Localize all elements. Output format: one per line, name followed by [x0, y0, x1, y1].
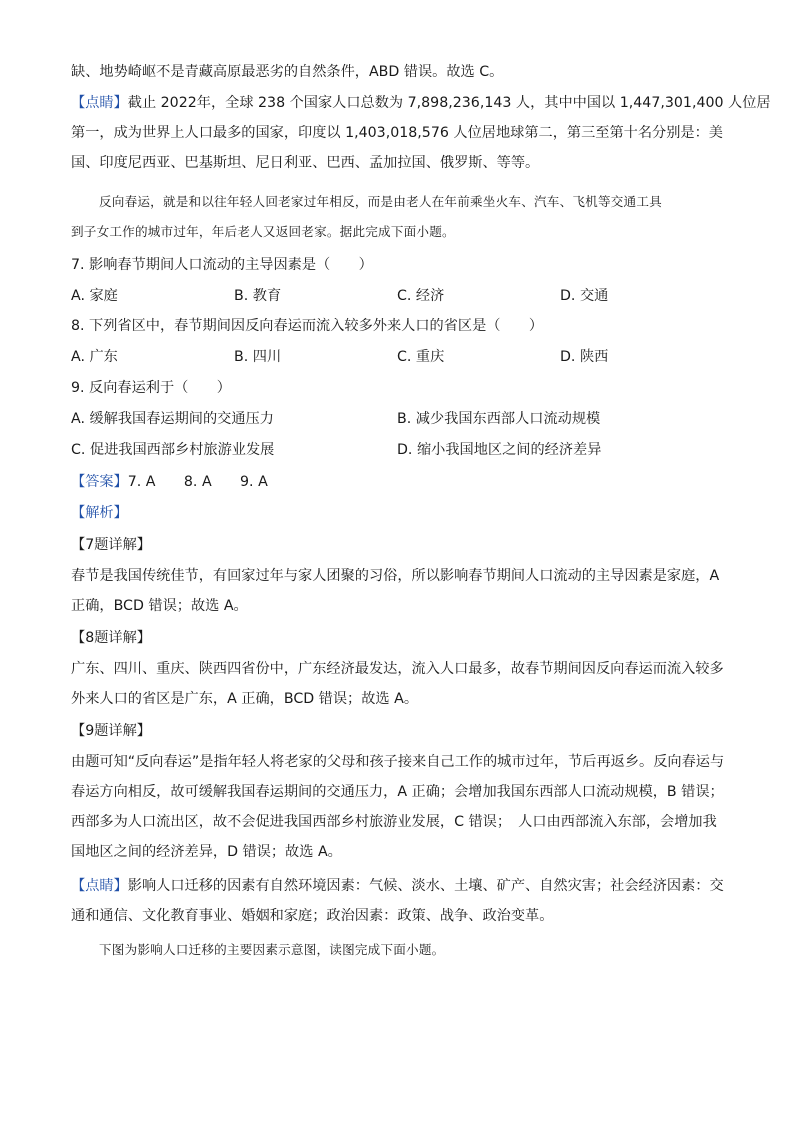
- comment-text-line: 国、印度尼西亚、巴基斯坦、尼日利亚、巴西、孟加拉国、俄罗斯、等等。: [71, 155, 540, 171]
- option-c: C. 经济: [397, 288, 445, 304]
- detail-text-line: 正确，BCD 错误；故选 A。: [71, 598, 248, 614]
- comment-text-line: 通和通信、文化教育事业、婚姻和家庭；政治因素：政策、战争、政治变革。: [71, 908, 554, 924]
- comment-text-line: 截止 2022年，全球 238 个国家人口总数为 7,898,236,143 人，其中中国以 1,447,301,400 人位居: [127, 95, 771, 111]
- detail-text-line: 外来人口的省区是广东，A 正确，BCD 错误；故选 A。: [71, 691, 419, 707]
- option-b: B. 减少我国东西部人口流动规模: [397, 411, 601, 427]
- option-a: A. 缓解我国春运期间的交通压力: [71, 411, 274, 427]
- option-d: D. 交通: [560, 288, 609, 304]
- detail-9: [71, 721, 724, 862]
- analysis-tag: 【解析】: [71, 505, 128, 521]
- option-b: B. 四川: [234, 349, 282, 365]
- detail-text-line: 国地区之间的经济差异，D 错误；故选 A。: [71, 844, 342, 860]
- comment-tag: 【点睛】: [71, 878, 128, 894]
- comment-block-1: [71, 93, 771, 173]
- detail-text-line: 广东、四川、重庆、陕西四省份中，广东经济最发达，流入人口最多，故春节期间因反向春运而流入较多: [71, 661, 724, 677]
- question-stem: 7. 影响春节期间人口流动的主导因素是（ ）: [71, 257, 373, 273]
- option-b: B. 教育: [234, 288, 282, 304]
- option-d: D. 缩小我国地区之间的经济差异: [397, 442, 602, 458]
- question-options: [71, 440, 723, 460]
- option-a: A. 家庭: [71, 288, 118, 304]
- question-8: [71, 316, 723, 367]
- question-options: [71, 347, 723, 367]
- detail-tag: 【8题详解】: [71, 630, 151, 646]
- passage-line: 到子女工作的城市过年，年后老人又返回老家。据此完成下面小题。: [71, 224, 455, 239]
- previous-answer-tail: 缺、地势崎岖不是青藏高原最恶劣的自然条件，ABD 错误。故选 C。: [71, 64, 504, 80]
- reading-passage-2: 下图为影响人口迁移的主要因素示意图，读图完成下面小题。: [99, 942, 445, 957]
- question-stem: 8. 下列省区中，春节期间因反向春运而流入较多外来人口的省区是（ ）: [71, 318, 544, 334]
- detail-tag: 【9题详解】: [71, 723, 151, 739]
- option-c: C. 促进我国西部乡村旅游业发展: [71, 442, 275, 458]
- question-options: [71, 286, 723, 306]
- detail-text-line: 春节是我国传统佳节，有回家过年与家人团聚的习俗，所以影响春节期间人口流动的主导因素是家庭，A: [71, 568, 720, 584]
- reading-passage-1: [71, 192, 662, 242]
- comment-text-line: 影响人口迁移的因素有自然环境因素：气候、淡水、土壤、矿产、自然灾害；社会经济因素：交: [127, 878, 724, 894]
- comment-text-line: 第一，成为世界上人口最多的国家，印度以 1,403,018,576 人位居地球第二，第三至第十名分别是：美: [71, 125, 723, 141]
- question-9: [71, 378, 723, 460]
- answer-tag: 【答案】: [71, 474, 128, 490]
- question-options: [71, 409, 723, 429]
- detail-7: [71, 535, 719, 616]
- detail-text-line: 由题可知“反向春运”是指年轻人将老家的父母和孩子接来自己工作的城市过年，节后再返乡。反向春运与: [71, 754, 725, 770]
- detail-tag: 【7题详解】: [71, 537, 151, 553]
- comment-tag: 【点睛】: [71, 95, 128, 111]
- answer-line: [71, 472, 268, 492]
- question-stem: 9. 反向春运利于（ ）: [71, 380, 231, 396]
- option-a: A. 广东: [71, 349, 118, 365]
- option-c: C. 重庆: [397, 349, 445, 365]
- passage-line: 反向春运，就是和以往年轻人回老家过年相反，而是由老人在年前乘坐火车、汽车、飞机等交通工具: [99, 194, 662, 209]
- detail-text-line: 春运方向相反，故可缓解我国春运期间的交通压力，A 正确；会增加我国东西部人口流动规模，B 错误；: [71, 784, 724, 800]
- detail-text-line: 西部多为人口流出区，故不会促进我国西部乡村旅游业发展，C 错误； 人口由西部流入东部，会增加我: [71, 814, 717, 830]
- question-7: [71, 255, 723, 306]
- option-d: D. 陕西: [560, 349, 609, 365]
- answer-values: 7. A 8. A 9. A: [127, 474, 268, 490]
- detail-8: [71, 628, 724, 709]
- comment-block-2: [71, 876, 724, 926]
